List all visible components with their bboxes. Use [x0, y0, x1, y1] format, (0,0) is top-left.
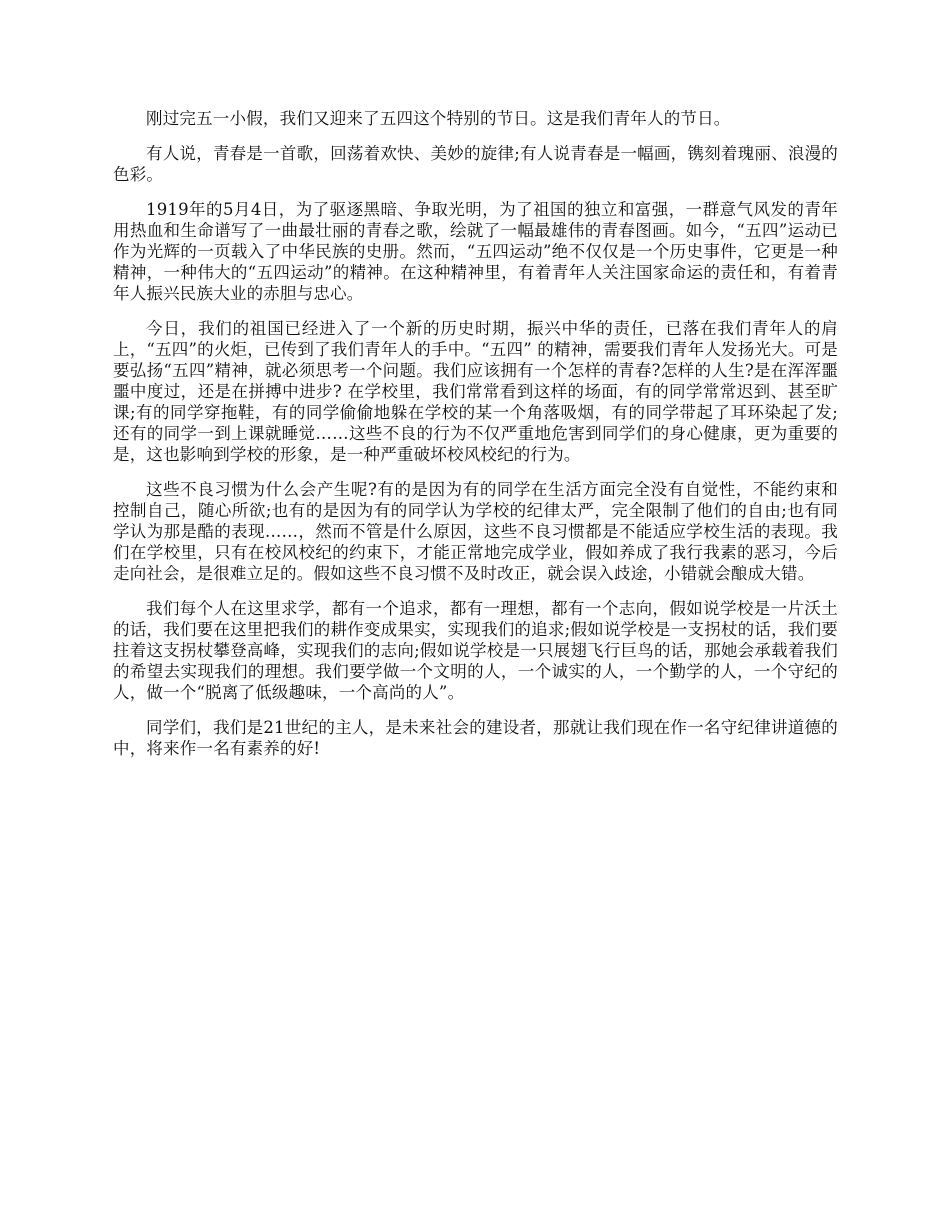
paragraph-4: 今日，我们的祖国已经进入了一个新的历史时期，振兴中华的责任，已落在我们青年人的肩上，“五四”的火炬，已传到了我们青年人的手中。“五四” 的精神，需要我们青年人发扬光大。可是要弘扬“五四”精神，就必须思考一个问题。我们应该拥有一个怎样的青春?怎样的人生?是在浑浑噩噩中度过，还是在拼搏中进步? 在学校里，我们常常看到这样的场面，有的同学常常迟到、甚至旷课;有的同学穿拖鞋，有的同学偷偷地躲在学校的某一个角落吸烟，有的同学带起了耳环染起了发;还有的同学一到上课就睡觉……这些不良的行为不仅严重地危害到同学们的身心健康，更为重要的是，这也影响到学校的形象，是一种严重破坏校风校纪的行为。 — [113, 319, 838, 464]
paragraph-1: 刚过完五一小假，我们又迎来了五四这个特别的节日。这是我们青年人的节日。 — [146, 109, 731, 128]
paragraph-5: 这些不良习惯为什么会产生呢?有的是因为有的同学在生活方面完全没有自觉性，不能约束和控制自己，随心所欲;也有的是因为有的同学认为学校的纪律太严，完全限制了他们的自由;也有同学认为那是酷的表现……，然而不管是什么原因，这些不良习惯都是不能适应学校生活的表现。我们在学校里，只有在校风校纪的约束下，才能正常地完成学业，假如养成了我行我素的恶习，今后走向社会，是很难立足的。假如这些不良习惯不及时改正，就会误入歧途，小错就会酿成大错。 — [113, 480, 838, 583]
paragraph-7: 同学们，我们是21世纪的主人，是未来社会的建设者，那就让我们现在作一名守纪律讲道德的中，将来作一名有素养的好! — [113, 718, 838, 758]
paragraph-6: 我们每个人在这里求学，都有一个追求，都有一理想，都有一个志向，假如说学校是一片沃土的话，我们要在这里把我们的耕作变成果实，实现我们的追求;假如说学校是一支拐杖的话，我们要拄着这支拐杖攀登高峰，实现我们的志向;假如说学校是一只展翅飞行巨鸟的话，那她会承载着我们的希望去实现我们的理想。我们要学做一个文明的人，一个诚实的人，一个勤学的人，一个守纪的人，做一个“脱离了低级趣味，一个高尚的人”。 — [113, 599, 838, 702]
paragraph-2: 有人说，青春是一首歌，回荡着欢快、美妙的旋律;有人说青春是一幅画，镌刻着瑰丽、浪漫的色彩。 — [113, 144, 838, 184]
document-body — [113, 108, 838, 773]
paragraph-3: 1919年的5月4日，为了驱逐黑暗、争取光明，为了祖国的独立和富强，一群意气风发的青年用热血和生命谱写了一曲最壮丽的青春之歌，绘就了一幅最雄伟的青春图画。如今，“五四”运动已作为光辉的一页载入了中华民族的史册。然而，“五四运动”绝不仅仅是一个历史事件，它更是一种精神，一种伟大的“五四运动”的精神。在这种精神里，有着青年人关注国家命运的责任和，有着青年人振兴民族大业的赤胆与忠心。 — [113, 200, 838, 303]
